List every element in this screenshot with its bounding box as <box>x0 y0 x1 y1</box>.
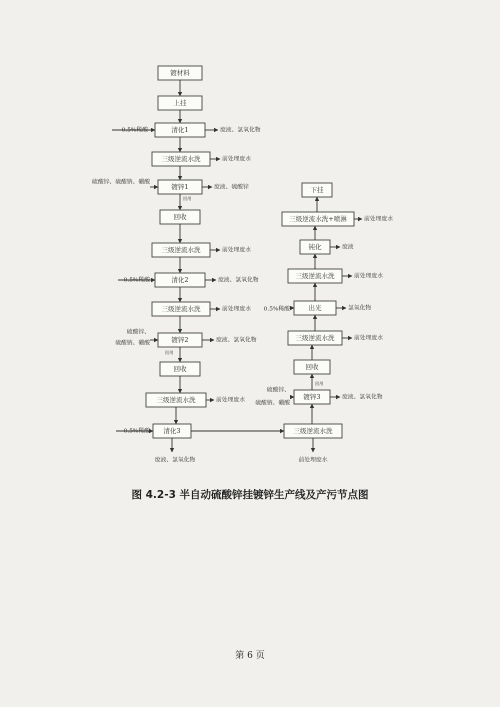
svg-text:出光: 出光 <box>308 304 322 312</box>
svg-text:三级逆流水洗: 三级逆流水洗 <box>161 155 201 163</box>
svg-text:三级逆流水洗: 三级逆流水洗 <box>161 246 201 254</box>
box-degrease-3 <box>153 424 191 438</box>
box-degrease-1 <box>155 123 205 137</box>
box-hang <box>158 96 202 110</box>
svg-text:回收: 回收 <box>173 213 187 221</box>
box-rinse-r2 <box>288 331 342 345</box>
svg-text:清化1: 清化1 <box>171 126 189 134</box>
box-rinse-2 <box>152 243 210 257</box>
reuse-label-3: 回用 <box>315 381 324 386</box>
input-zinc-1: 硫酸锌、硫酸钠、硼酸 <box>92 179 150 186</box>
input-zinc-2a: 硫酸锌、 <box>126 329 150 336</box>
svg-text:清化3: 清化3 <box>163 427 181 435</box>
output-degrease-1: 废液、氯氧化物 <box>220 127 261 134</box>
box-rinse-spray <box>282 212 354 226</box>
output-degrease-3: 废液、氯氧化物 <box>154 457 196 464</box>
input-zinc-3a: 硫酸锌、 <box>266 387 290 394</box>
box-rinse-1 <box>152 152 210 166</box>
input-acid-1: 0.5%稀酸 <box>121 127 148 134</box>
box-brighten <box>294 301 336 315</box>
output-spray: 前处理废水 <box>364 216 393 223</box>
box-recover-r <box>294 360 330 374</box>
svg-text:三级逆流水洗: 三级逆流水洗 <box>295 334 335 342</box>
input-acid-3: 0.5%稀酸 <box>123 428 150 435</box>
svg-text:镀锌3: 镀锌3 <box>303 393 321 401</box>
output-rinse-3: 前处理废水 <box>222 306 251 313</box>
box-rinse-r1 <box>288 269 342 283</box>
box-degrease-2 <box>155 273 205 287</box>
box-recover-1 <box>160 210 200 224</box>
output-pickle-1: 废液、硫酸锌 <box>214 184 249 191</box>
box-pickle-3 <box>294 390 330 404</box>
output-rinse-2: 前处理废水 <box>222 247 251 254</box>
svg-text:清化2: 清化2 <box>171 276 189 284</box>
output-degrease-2: 废液、氯氧化物 <box>218 277 259 284</box>
svg-text:三级逆流水洗: 三级逆流水洗 <box>295 272 335 280</box>
svg-text:三级逆流水洗: 三级逆流水洗 <box>161 305 201 313</box>
output-pickle-3: 废液、氯氧化物 <box>342 394 383 401</box>
svg-text:三级逆流水洗: 三级逆流水洗 <box>156 396 196 404</box>
svg-text:镀锌2: 镀锌2 <box>171 336 189 344</box>
box-pickle-1 <box>158 180 202 194</box>
input-zinc-2b: 硫酸钠、硼酸 <box>115 340 150 347</box>
output-pickle-2: 废液、氯氧化物 <box>216 337 257 344</box>
box-rinse-r3 <box>284 424 342 438</box>
box-raw-material <box>158 66 202 80</box>
reuse-label-1: 回用 <box>183 196 192 201</box>
svg-text:上挂: 上挂 <box>173 99 187 107</box>
output-brighten: 氯氧化物 <box>348 305 372 312</box>
svg-text:镀锌1: 镀锌1 <box>171 183 189 191</box>
svg-text:回收: 回收 <box>305 363 319 371</box>
output-rinse-1: 前处理废水 <box>222 156 251 163</box>
box-pickle-2 <box>158 333 202 347</box>
output-rinse-r3: 前处理废水 <box>298 457 328 464</box>
box-recover-2 <box>160 362 200 376</box>
svg-text:下挂: 下挂 <box>310 186 324 194</box>
box-passivate <box>300 240 330 254</box>
input-acid-2: 0.5%稀酸 <box>123 277 150 284</box>
svg-text:三级逆流水洗+喷淋: 三级逆流水洗+喷淋 <box>289 215 347 223</box>
output-rinse-r2: 前处理废水 <box>354 335 383 342</box>
svg-text:钝化: 钝化 <box>308 243 322 251</box>
page-number: 第 6 页 <box>235 651 265 661</box>
output-rinse-r1: 前处理废水 <box>354 273 383 280</box>
input-zinc-3b: 硫酸钠、硼酸 <box>255 400 290 407</box>
reuse-label-2: 回用 <box>165 350 174 355</box>
svg-text:镀材料: 镀材料 <box>170 69 190 77</box>
input-acid-4: 0.5%稀酸 <box>263 306 290 313</box>
figure-caption: 图 4.2-3 半自动硫酸锌挂镀锌生产线及产污节点图 <box>131 489 369 501</box>
box-rinse-3 <box>152 302 210 316</box>
output-passivate: 废液 <box>342 244 354 251</box>
output-rinse-4: 前处理废水 <box>216 397 245 404</box>
box-rinse-4 <box>146 393 206 407</box>
svg-text:回收: 回收 <box>173 365 187 373</box>
box-unhang <box>302 183 332 197</box>
svg-text:三级逆流水洗: 三级逆流水洗 <box>293 427 333 435</box>
